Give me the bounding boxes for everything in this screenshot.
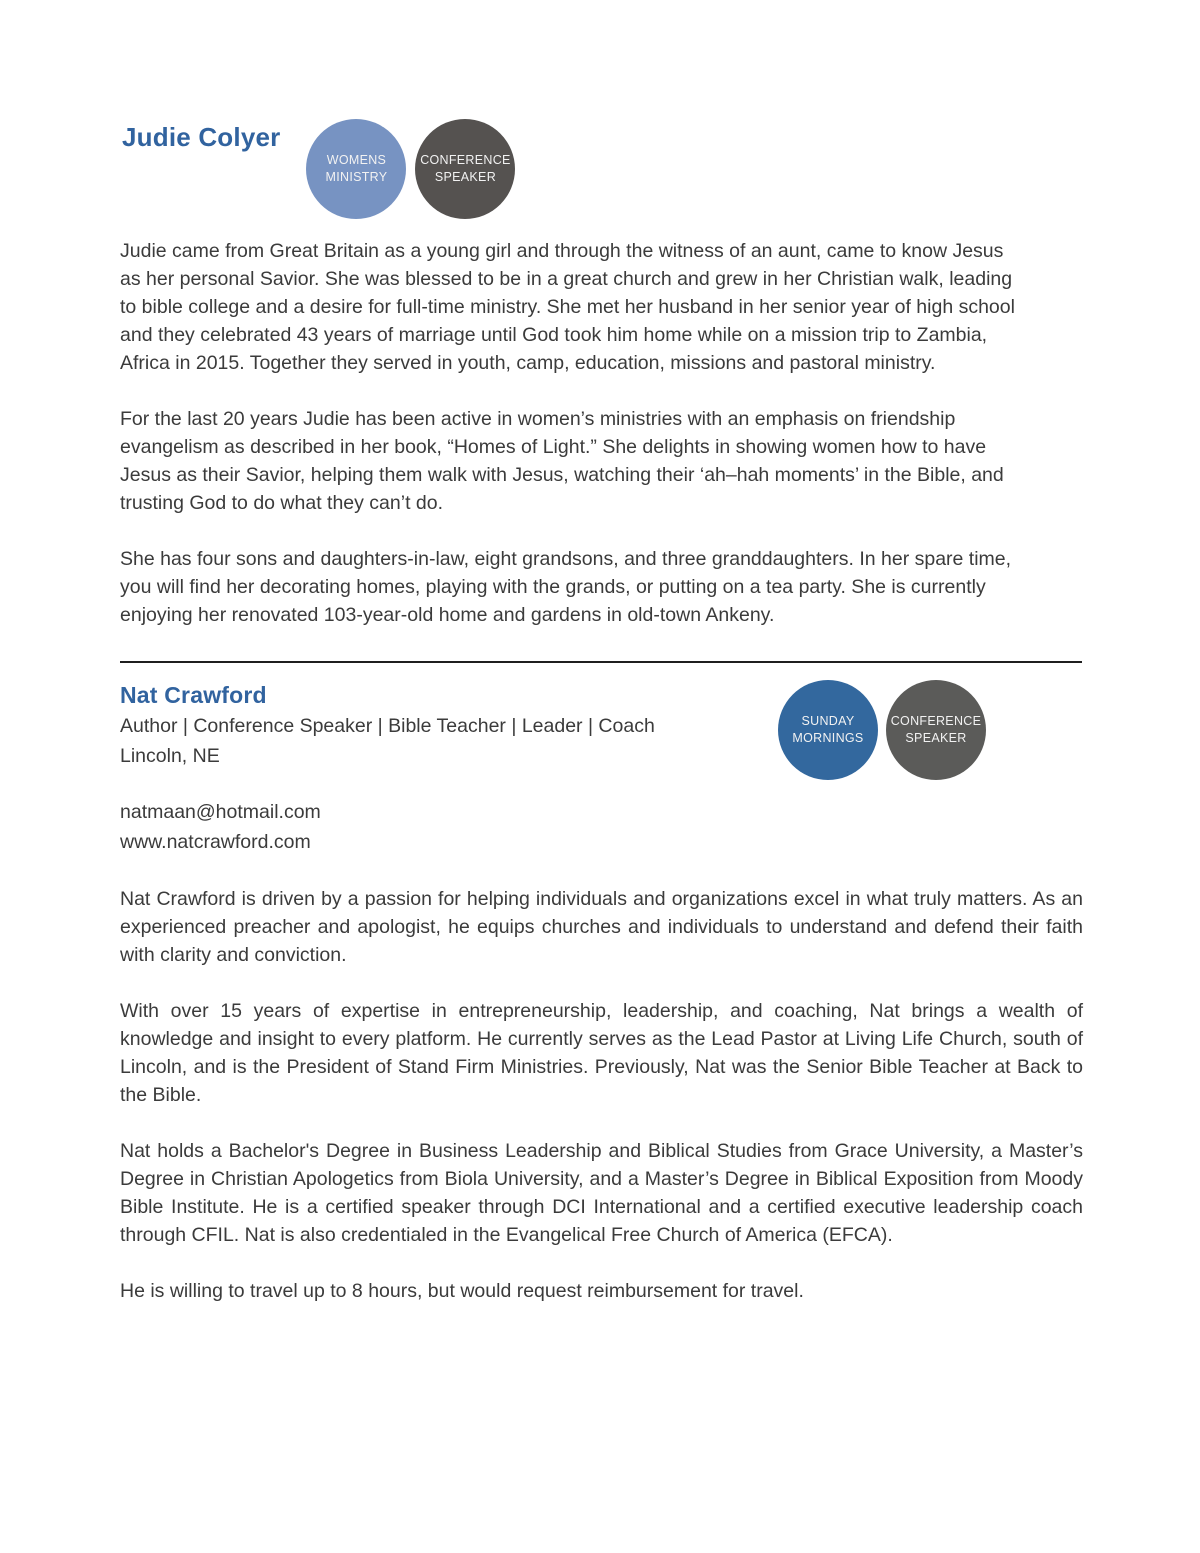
conference-speaker-badge [415, 119, 515, 219]
badge-label-line2: SPEAKER [905, 731, 967, 745]
bio-paragraph: She has four sons and daughters-in-law, eight grandsons, and three granddaughters. In her spare time, you will find her decorating homes, playing with the grands, or putting on a tea party. She is currently enjoying her renovated 103-year-old home and gardens in old-town Ankeny. [120, 548, 1012, 626]
badge-label-line2: SPEAKER [434, 170, 497, 184]
speaker-location: Lincoln, NE [120, 745, 220, 767]
speaker-section-judie-colyer [120, 118, 1200, 629]
sunday-mornings-badge [778, 680, 878, 780]
bio-paragraph: With over 15 years of expertise in entrepreneurship, leadership, and coaching, Nat brings a wealth of knowledge and insight to every platform. He currently serves as the Lead Pastor at Living Life Church, south of Lincoln, and is the President of Stand Firm Ministries. Previously, Nat was the Senior Bible Teacher at Back to the Bible. [120, 1000, 1083, 1106]
bio-paragraph: Judie came from Great Britain as a young girl and through the witness of an aunt, came to know Jesus as her personal Savior. She was blessed to be in a great church and grew in her Christian walk, leading to bible college and a desire for full-time ministry. She met her husband in her senior year of high school and they celebrated 43 years of marriage until God took him home while on a mission trip to Zambia, Africa in 2015. Together they served in youth, camp, education, missions and pastoral ministry. [120, 240, 1015, 374]
badge-label-line2: MINISTRY [325, 170, 388, 184]
bio-paragraph: Nat holds a Bachelor's Degree in Business Leadership and Biblical Studies from Grace University, a Master’s Degree in Christian Apologetics from Biola University, and a Master’s Degree in Biblical Exposition from Moody Bible Institute. He is a certified speaker through DCI International and a certified executive leadership coach through CFIL. Nat is also credentialed in the Evangelical Free Church of America (EFCA). [120, 1140, 1083, 1246]
speaker-name-nat-crawford: Nat Crawford [120, 682, 267, 708]
speaker-section-nat-crawford [120, 680, 1200, 1305]
speaker-name-judie-colyer: Judie Colyer [122, 122, 281, 152]
speaker-website: www.natcrawford.com [120, 831, 311, 853]
bio-paragraph: He is willing to travel up to 8 hours, but would request reimbursement for travel. [120, 1280, 804, 1302]
nat-bio [120, 885, 1083, 1305]
badge-label-line1: SUNDAY [801, 714, 855, 728]
badge-label-line2: MORNINGS [792, 731, 864, 745]
bio-paragraph: For the last 20 years Judie has been active in women’s ministries with an emphasis on friendship evangelism as described in her book, “Homes of Light.” She delights in showing women how to have Jesus as their Savior, helping them walk with Jesus, watching their ‘ah–hah moments’ in the Bible, and trusting God to do what they can’t do. [120, 408, 1004, 514]
section-divider [120, 661, 1082, 663]
nat-contact [120, 797, 1200, 857]
speaker-email: natmaan@hotmail.com [120, 801, 321, 823]
badge-label-line1: WOMENS [326, 153, 387, 167]
nat-header [120, 680, 1200, 780]
judie-bio [120, 237, 1020, 629]
womens-ministry-badge [306, 119, 406, 219]
bio-paragraph: Nat Crawford is driven by a passion for helping individuals and organizations excel in what truly matters. As an experienced preacher and apologist, he equips churches and individuals to understand and defend their faith with clarity and conviction. [120, 888, 1083, 966]
speaker-roles: Author | Conference Speaker | Bible Teacher | Leader | Coach [120, 715, 655, 737]
conference-speaker-badge [886, 680, 986, 780]
judie-header [122, 118, 1200, 219]
badge-label-line1: CONFERENCE [890, 714, 982, 728]
badge-label-line1: CONFERENCE [420, 153, 511, 167]
